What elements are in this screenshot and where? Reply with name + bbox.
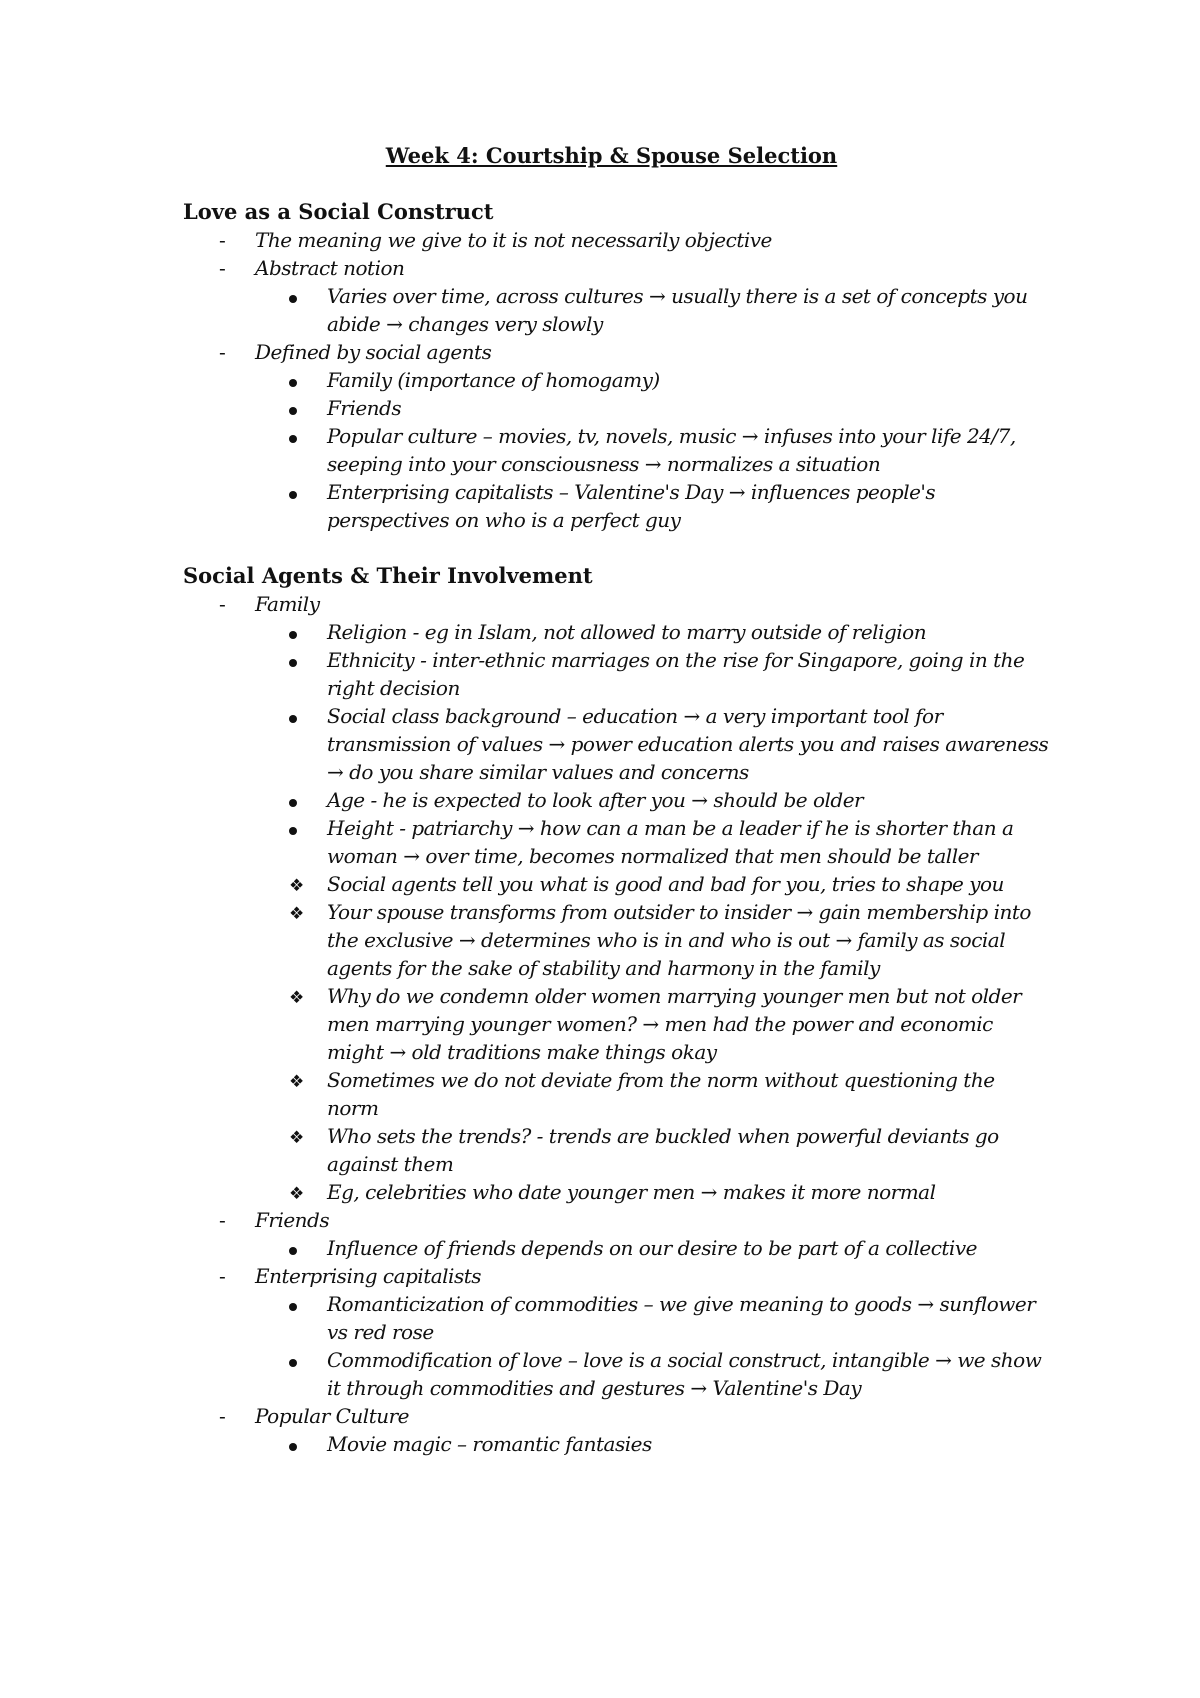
list-item xyxy=(183,478,1050,534)
list-item xyxy=(183,898,1050,982)
bullet-marker xyxy=(289,1430,297,1458)
list-item-text: Eg, celebrities who date younger men → makes it more normal xyxy=(327,1180,936,1204)
bullet-dot-icon xyxy=(289,1359,297,1367)
bullet-dot-icon xyxy=(289,295,297,303)
diamond-bullet-icon: ❖ xyxy=(289,876,304,896)
list-item-text: Commodification of love – love is a social construct, intangible → we show it through commodities and gestures → Valentine's Day xyxy=(327,1348,1042,1400)
bullet-marker xyxy=(289,1234,297,1262)
list-item xyxy=(183,646,1050,702)
list-item xyxy=(183,282,1050,338)
bullet-marker xyxy=(289,1290,297,1318)
section-list xyxy=(183,226,1050,534)
list-item xyxy=(183,590,1050,618)
list-item xyxy=(183,1290,1050,1346)
list-item-text: Religion - eg in Islam, not allowed to marry outside of religion xyxy=(327,620,927,644)
list-item xyxy=(183,1402,1050,1430)
diamond-bullet-icon: ❖ xyxy=(289,988,304,1008)
list-item xyxy=(183,982,1050,1066)
list-item-text: Defined by social agents xyxy=(255,340,492,364)
bullet-dot-icon xyxy=(289,799,297,807)
bullet-dot-icon xyxy=(289,379,297,387)
list-item xyxy=(183,618,1050,646)
bullet-dot-icon xyxy=(289,1303,297,1311)
list-item-text: Popular Culture xyxy=(255,1404,410,1428)
list-item-text: The meaning we give to it is not necessarily objective xyxy=(255,228,772,252)
diamond-bullet-icon: ❖ xyxy=(289,1184,304,1204)
list-item xyxy=(183,226,1050,254)
list-item-text: Family (importance of homogamy) xyxy=(327,368,660,392)
list-item xyxy=(183,1178,1050,1206)
list-item-text: Who sets the trends? - trends are buckled when powerful deviants go against them xyxy=(327,1124,999,1176)
diamond-marker xyxy=(289,982,304,1012)
bullet-marker xyxy=(289,422,297,450)
bullet-marker xyxy=(289,646,297,674)
list-item xyxy=(183,422,1050,478)
list-item xyxy=(183,1234,1050,1262)
diamond-marker xyxy=(289,1066,304,1096)
list-item xyxy=(183,814,1050,870)
list-item-text: Social class background – education → a very important tool for transmission of values → power education alerts you and raises awareness → do you share similar values and concerns xyxy=(327,704,1049,784)
list-item-text: Height - patriarchy → how can a man be a leader if he is shorter than a woman → over time, becomes normalized that men should be taller xyxy=(327,816,1014,868)
list-item xyxy=(183,870,1050,898)
list-item-text: Friends xyxy=(327,396,402,420)
list-item-text: Romanticization of commodities – we give meaning to goods → sunflower vs red rose xyxy=(327,1292,1036,1344)
diamond-marker xyxy=(289,1122,304,1152)
list-item-text: Ethnicity - inter-ethnic marriages on the rise for Singapore, going in the right decision xyxy=(327,648,1025,700)
list-item-text: Abstract notion xyxy=(255,256,405,280)
dash-marker: - xyxy=(219,592,226,616)
list-item-text: Why do we condemn older women marrying younger men but not older men marrying younger women? → men had the power and economic might → old traditions make things okay xyxy=(327,984,1022,1064)
dash-marker: - xyxy=(219,256,226,280)
dash-marker: - xyxy=(219,228,226,252)
bullet-marker xyxy=(289,618,297,646)
dash-marker: - xyxy=(219,340,226,364)
bullet-marker xyxy=(289,814,297,842)
list-item xyxy=(183,1066,1050,1122)
diamond-bullet-icon: ❖ xyxy=(289,1128,304,1148)
list-item-text: Your spouse transforms from outsider to insider → gain membership into the exclusive → determines who is in and who is out → family as social agents for the sake of stability and harmony in the family xyxy=(327,900,1031,980)
dash-marker: - xyxy=(219,1264,226,1288)
section-list xyxy=(183,590,1050,1458)
list-item xyxy=(183,254,1050,282)
list-item-text: Sometimes we do not deviate from the norm without questioning the norm xyxy=(327,1068,995,1120)
bullet-marker xyxy=(289,478,297,506)
section-heading: Social Agents & Their Involvement xyxy=(183,563,593,588)
bullet-dot-icon xyxy=(289,491,297,499)
list-item-text: Social agents tell you what is good and bad for you, tries to shape you xyxy=(327,872,1004,896)
list-item xyxy=(183,786,1050,814)
list-item xyxy=(183,1122,1050,1178)
bullet-dot-icon xyxy=(289,659,297,667)
list-item-text: Enterprising capitalists xyxy=(255,1264,482,1288)
bullet-marker xyxy=(289,366,297,394)
bullet-dot-icon xyxy=(289,827,297,835)
list-item xyxy=(183,1430,1050,1458)
list-item xyxy=(183,1262,1050,1290)
notes-body xyxy=(183,198,1050,1458)
bullet-dot-icon xyxy=(289,435,297,443)
bullet-dot-icon xyxy=(289,1247,297,1255)
bullet-marker xyxy=(289,786,297,814)
diamond-marker xyxy=(289,898,304,928)
list-item xyxy=(183,338,1050,366)
bullet-dot-icon xyxy=(289,1443,297,1451)
bullet-marker xyxy=(289,702,297,730)
bullet-dot-icon xyxy=(289,631,297,639)
diamond-bullet-icon: ❖ xyxy=(289,1072,304,1092)
list-item-text: Family xyxy=(255,592,320,616)
bullet-dot-icon xyxy=(289,407,297,415)
list-item-text: Popular culture – movies, tv, novels, music → infuses into your life 24/7, seeping into your consciousness → normalizes a situation xyxy=(327,424,1016,476)
list-item xyxy=(183,1346,1050,1402)
list-item xyxy=(183,366,1050,394)
list-item-text: Friends xyxy=(255,1208,330,1232)
list-item-text: Enterprising capitalists – Valentine's Day → influences people's perspectives on who is a perfect guy xyxy=(327,480,936,532)
diamond-marker xyxy=(289,1178,304,1208)
list-item xyxy=(183,394,1050,422)
bullet-marker xyxy=(289,282,297,310)
bullet-marker xyxy=(289,1346,297,1374)
diamond-marker xyxy=(289,870,304,900)
list-item-text: Age - he is expected to look after you → should be older xyxy=(327,788,864,812)
list-item xyxy=(183,702,1050,786)
list-item-text: Varies over time, across cultures → usually there is a set of concepts you abide → changes very slowly xyxy=(327,284,1028,336)
page-title: Week 4: Courtship & Spouse Selection xyxy=(385,143,838,168)
bullet-marker xyxy=(289,394,297,422)
list-item-text: Influence of friends depends on our desire to be part of a collective xyxy=(327,1236,977,1260)
list-item-text: Movie magic – romantic fantasies xyxy=(327,1432,652,1456)
dash-marker: - xyxy=(219,1404,226,1428)
diamond-bullet-icon: ❖ xyxy=(289,904,304,924)
section-heading: Love as a Social Construct xyxy=(183,199,494,224)
dash-marker: - xyxy=(219,1208,226,1232)
list-item xyxy=(183,1206,1050,1234)
bullet-dot-icon xyxy=(289,715,297,723)
